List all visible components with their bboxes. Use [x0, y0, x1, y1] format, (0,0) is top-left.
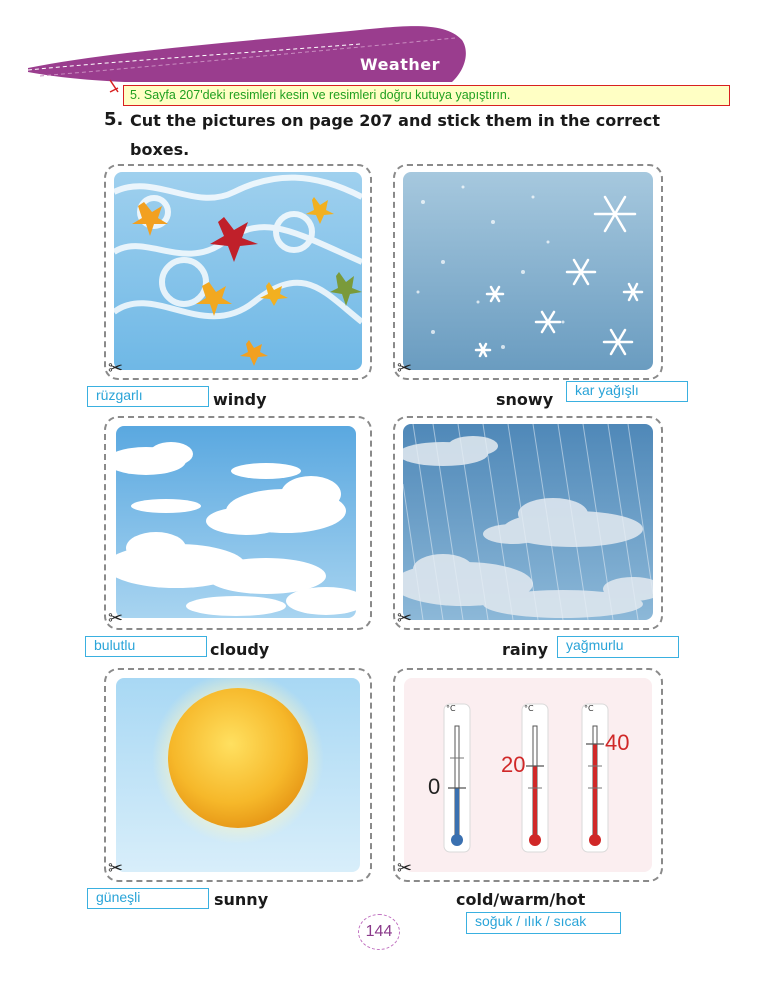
- word-sunny: sunny: [214, 890, 269, 909]
- page-number: 144: [358, 914, 400, 950]
- temp-value-hot: 40: [605, 730, 630, 755]
- scissors-icon: ✂: [397, 858, 413, 879]
- turkish-instruction: 5. Sayfa 207'deki resimleri kesin ve resimleri doğru kutuya yapıştırın.: [123, 85, 730, 106]
- scissors-icon: ✂: [108, 358, 124, 379]
- cloudy-picture: [116, 426, 356, 618]
- instruction-line-1: Cut the pictures on page 207 and stick them in the correct: [130, 111, 660, 130]
- word-cloudy: cloudy: [210, 640, 270, 659]
- unit-label-warm: °C: [524, 704, 534, 713]
- unit-label-hot: °C: [584, 704, 594, 713]
- page-title: Weather: [359, 55, 440, 74]
- translation-rainy: yağmurlu: [557, 636, 679, 658]
- translation-sunny: güneşli: [87, 888, 209, 909]
- thermometer-hot: [582, 704, 608, 852]
- unit-label-cold: °C: [446, 704, 456, 713]
- thermometer-warm: [522, 704, 548, 852]
- temp-value-warm: 20: [501, 752, 526, 777]
- thermometer-cold: [444, 704, 470, 852]
- instruction-line-2: boxes.: [130, 140, 190, 159]
- translation-cloudy: bulutlu: [85, 636, 207, 657]
- scissors-icon: ✂: [108, 608, 124, 629]
- snowy-picture: [403, 172, 653, 370]
- translation-temperature: soğuk / ılık / sıcak: [466, 912, 621, 934]
- word-rainy: rainy: [502, 640, 548, 659]
- rainy-picture: [403, 424, 653, 620]
- temp-value-cold: 0: [428, 774, 441, 799]
- word-windy: windy: [213, 390, 267, 409]
- scissors-icon: ✂: [397, 358, 413, 379]
- translation-snowy: kar yağışlı: [566, 381, 688, 402]
- translation-windy: rüzgarlı: [87, 386, 209, 407]
- word-snowy: snowy: [496, 390, 554, 409]
- windy-picture: [114, 172, 362, 370]
- sunny-picture: [116, 678, 360, 872]
- scissors-icon: ✂: [397, 608, 413, 629]
- scissors-icon: ✂: [108, 858, 124, 879]
- word-temperature: cold/warm/hot: [456, 890, 586, 909]
- question-number: 5.: [104, 109, 124, 130]
